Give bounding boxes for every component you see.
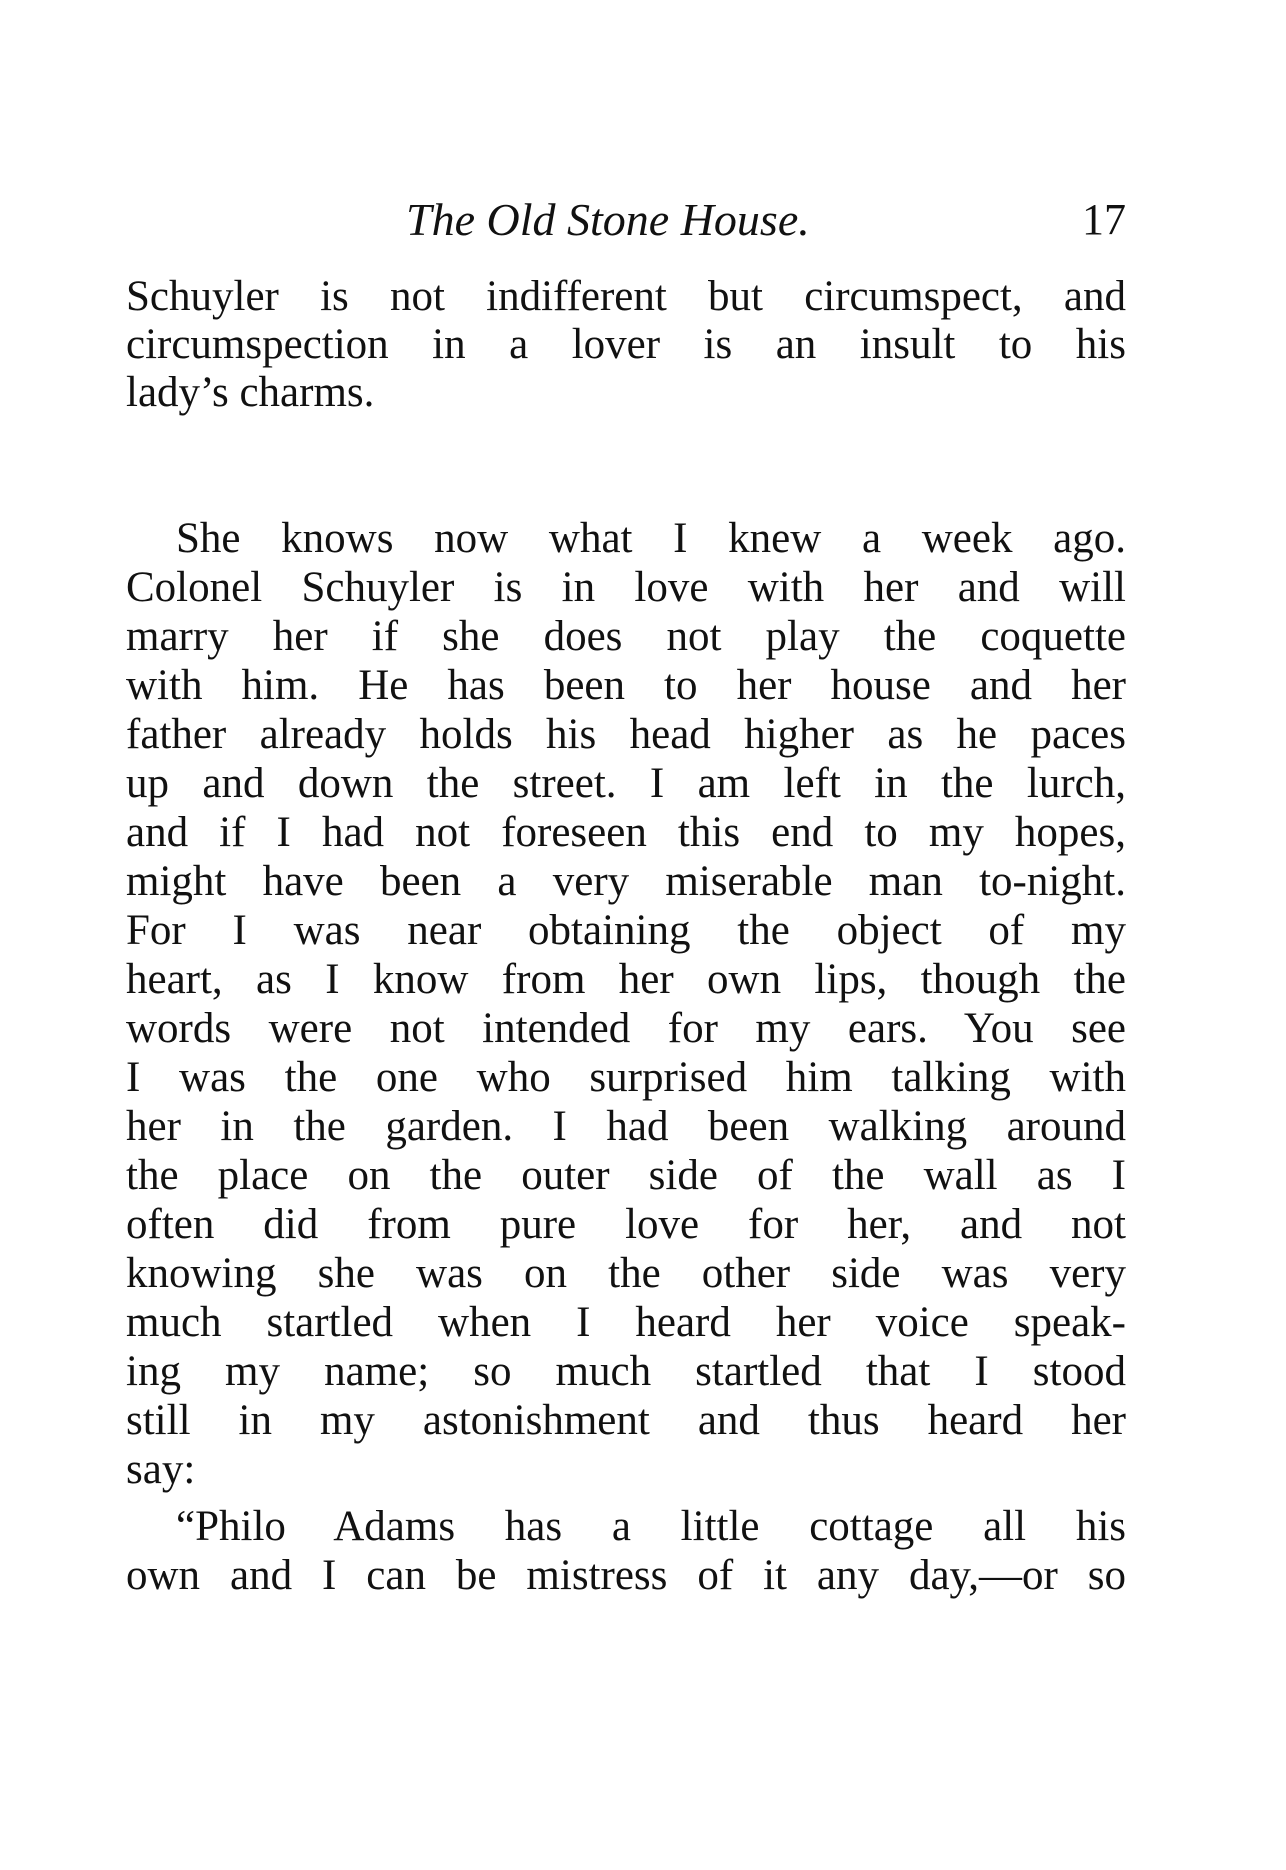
running-title: The Old Stone House. — [406, 194, 810, 245]
text-line: ing my name; so much startled that I stood — [126, 1348, 1126, 1395]
text-line: much startled when I heard her voice speak- — [126, 1299, 1126, 1346]
text-line: circumspection in a lover is an insult to his — [126, 321, 1126, 368]
text-line: often did from pure love for her, and not — [126, 1201, 1126, 1248]
text-line: For I was near obtaining the object of my — [126, 907, 1126, 954]
text-line: Schuyler is not indifferent but circumspect, and — [126, 273, 1126, 320]
text-line: “Philo Adams has a little cottage all his — [176, 1503, 1126, 1550]
text-line: own and I can be mistress of it any day,—or so — [126, 1552, 1126, 1599]
text-line: I was the one who surprised him talking with — [126, 1054, 1126, 1101]
text-line: Colonel Schuyler is in love with her and will — [126, 564, 1126, 611]
text-line: lady’s charms. — [126, 369, 375, 416]
text-line: might have been a very miserable man to-night. — [126, 858, 1126, 905]
text-line: heart, as I know from her own lips, though the — [126, 956, 1126, 1003]
text-line: father already holds his head higher as he paces — [126, 711, 1126, 758]
text-line: the place on the outer side of the wall as I — [126, 1152, 1126, 1199]
text-line: knowing she was on the other side was very — [126, 1250, 1126, 1297]
text-line: words were not intended for my ears. You see — [126, 1005, 1126, 1052]
text-line: She knows now what I knew a week ago. — [176, 515, 1126, 562]
text-line: marry her if she does not play the coquette — [126, 613, 1126, 660]
page-number: 17 — [1082, 195, 1126, 244]
text-line: up and down the street. I am left in the lurch, — [126, 760, 1126, 807]
text-line: and if I had not foreseen this end to my hopes, — [126, 809, 1126, 856]
running-head — [126, 190, 1126, 250]
text-line: with him. He has been to her house and her — [126, 662, 1126, 709]
text-line: still in my astonishment and thus heard her — [126, 1397, 1126, 1444]
text-line: say: — [126, 1446, 196, 1493]
text-line: her in the garden. I had been walking around — [126, 1103, 1126, 1150]
